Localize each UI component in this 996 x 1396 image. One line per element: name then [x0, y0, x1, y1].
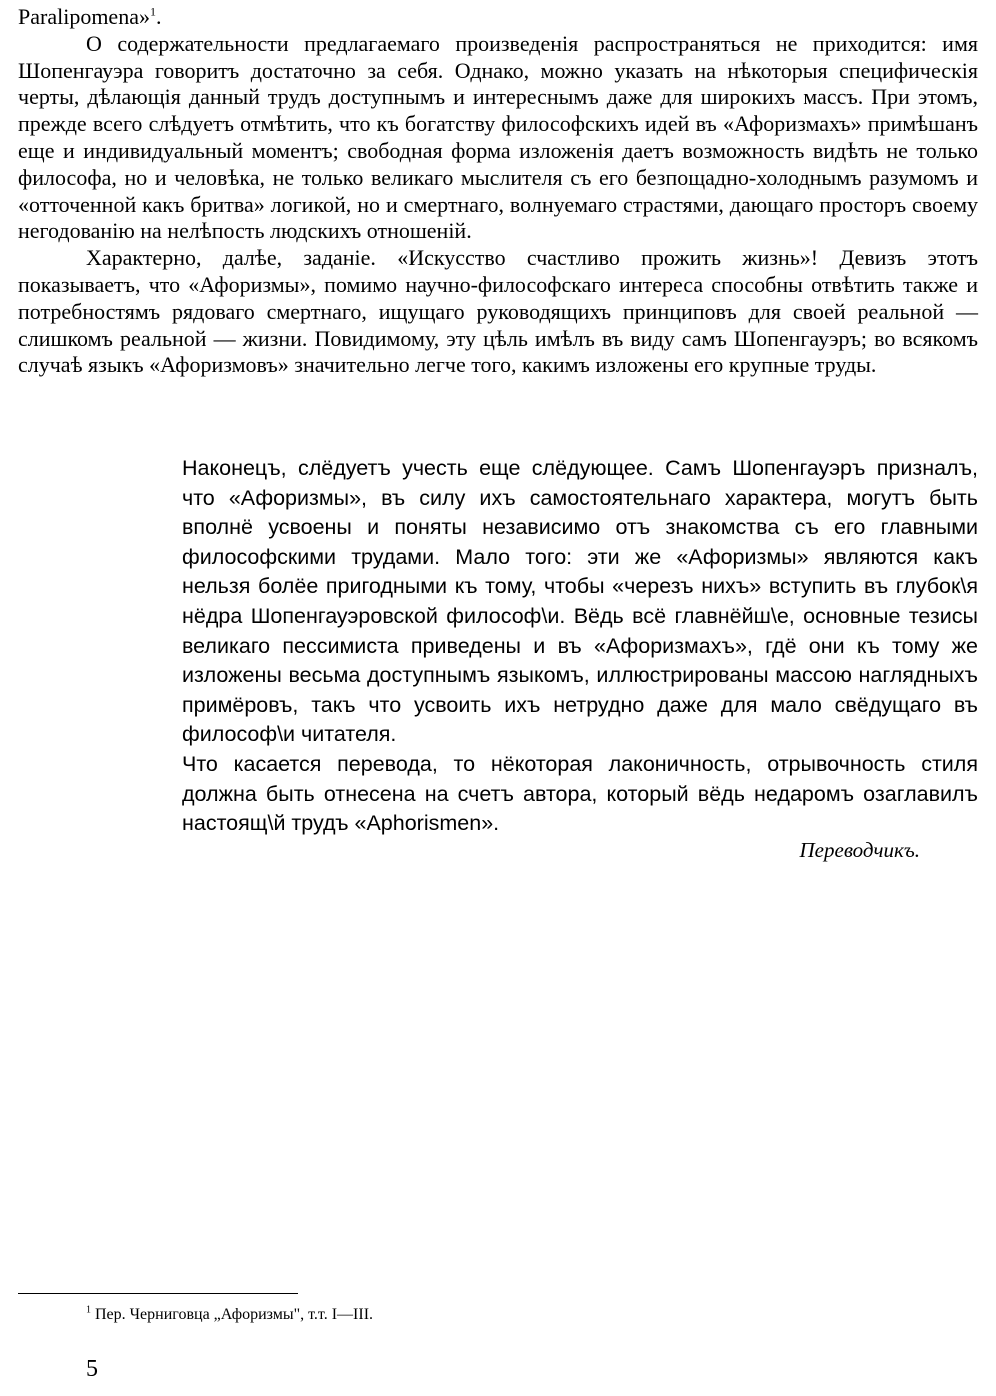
- footnote-divider: [18, 1293, 298, 1294]
- footnote-reference: 1: [149, 4, 156, 19]
- page-number: 5: [86, 1356, 98, 1382]
- body-text: [18, 4, 978, 379]
- footnote-marker: 1: [86, 1304, 91, 1316]
- paragraph-content: О содержательности предлагаемаго произведенія распространяться не приходится: имя Шопенгауэра говоритъ достаточно за себя. Однако, можно указать на нѣкоторыя специфическія черты, дѣлающія данный трудъ доступнымъ и интереснымъ даже для широкихъ массъ. При этомъ, прежде всего слѣдуетъ отмѣтить, что къ богатству философскихъ идей въ «Афоризмахъ» примѣшанъ еще и индивидуальный моментъ; свободная форма изложенія даетъ возможность видѣть не только философа, но и человѣка, не только великаго мыслителя съ его безпощадно-холоднымъ разумомъ и «отточенной какъ бритва» логикой, но и смертнаго, волнуемаго страстями, дающаго просторъ своему негодованію на нелѣпость людскихъ отношеній.: [18, 30, 978, 244]
- paragraph-translation: Что касается перевода, то нёкоторая лаконичность, отрывочность стиля должна быть отнесена на счетъ автора, который вёдь недаромъ озаглавилъ настоящ\й трудъ «Aphorismen».: [182, 751, 978, 836]
- footnote: [86, 1306, 373, 1324]
- paragraph-finally: Наконецъ, слёдуетъ учесть еще слёдующее. Самъ Шопенгауэръ призналъ, что «Афоризмы», въ силу ихъ самостоятельнаго характера, могутъ быть вполнё усвоены и поняты независимо отъ знакомства съ его главными философскими трудами. Мало того: эти же «Афоризмы» являются какъ нельзя болёе пригодными къ тому, чтобы «черезъ нихъ» вступить въ глубок\я нёдра Шопенгауэровской философ\и. Вёдь всё главнёйш\е, основные тезисы великаго пессимиста приведены и въ «Афоризмахъ», гдё они къ тому же изложены весьма доступнымъ языкомъ, иллюстрированы массою наглядныхъ примёровъ, такъ что усвоить ихъ нетрудно даже для мало свёдущаго въ философ\и читателя.: [182, 456, 978, 747]
- footnote-text: Пер. Черниговца „Афоризмы", т.т. I—III.: [91, 1306, 374, 1323]
- paragraph-task: Характерно, далѣе, заданіе. «Искусство счастливо прожить жизнь»! Девизъ этотъ показываетъ, что «Афоризмы», помимо научно-философскаго интереса способны отвѣтить также и потребностямъ рядоваго смертнаго, ищущаго руководящихъ принциповъ для своей реальной — слишкомъ реальной — жизни. Повидимому, эту цѣль имѣлъ въ виду самъ Шопенгауэръ; во всякомъ случаѣ языкъ «Афоризмовъ» значительно легче того, какимъ изложены его крупные труды.: [18, 245, 978, 378]
- opening-continuation: Paralipomena»: [18, 4, 150, 29]
- opening-line: Paralipomena»$^1$.: [18, 4, 162, 29]
- indented-block: [182, 454, 978, 839]
- translator-signature: Переводчикъ.: [799, 838, 920, 862]
